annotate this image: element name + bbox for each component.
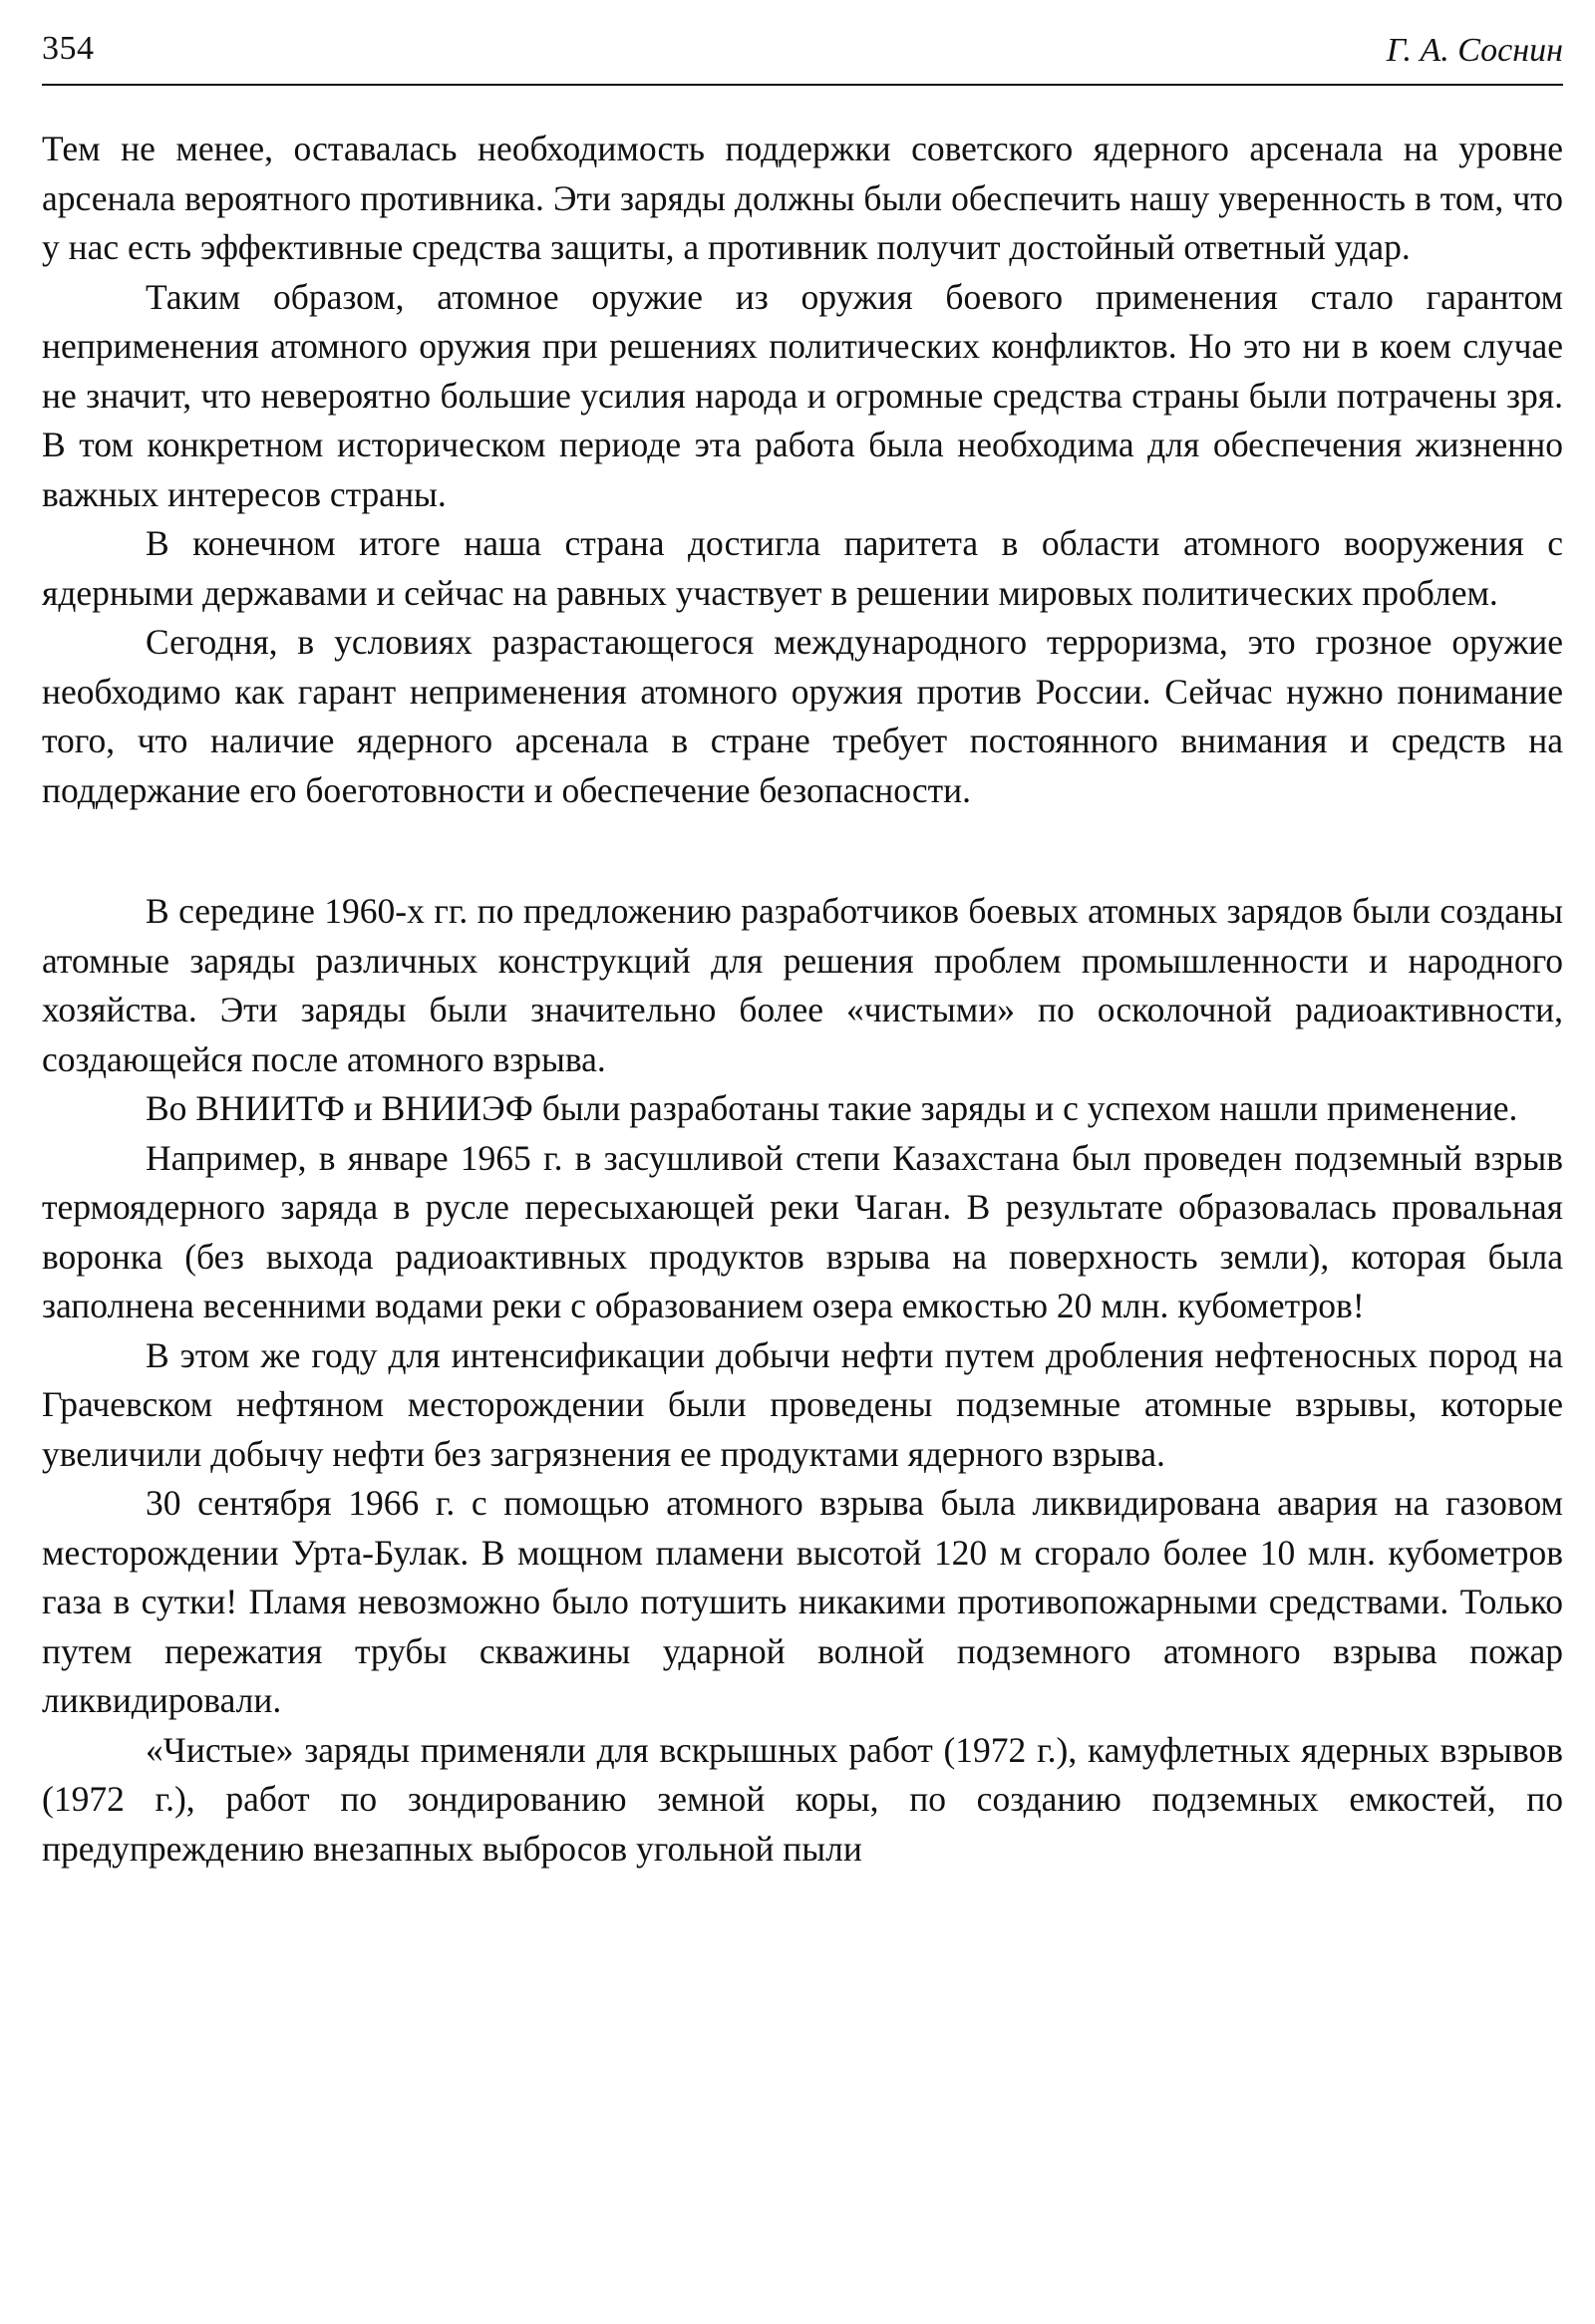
running-head-author: Г. А. Соснин bbox=[1386, 32, 1563, 69]
header-rule bbox=[42, 84, 1563, 86]
body-text bbox=[42, 125, 1563, 1874]
paragraph: Таким образом, атомное оружие из оружия боевого применения стало гарантом неприменения атомного оружия при решениях политических конфликтов. Но это ни в коем случае не значит, что невероятно большие усилия народа и огромные средства страны были потрачены зря. В том конкретном историческом периоде эта работа была необходима для обеспечения жизненно важных интересов страны. bbox=[42, 276, 1563, 514]
paragraph: Например, в январе 1965 г. в засушливой степи Казахстана был проведен подземный взрыв термоядерного заряда в русле пересыхающей реки Чаган. В результате образовалась провальная воронка (без выхода радиоактивных продуктов взрыва на поверхность земли), которая была заполнена весенними водами реки с образованием озера емкостью 20 млн. кубометров! bbox=[42, 1137, 1563, 1325]
paragraph: В этом же году для интенсификации добычи нефти путем дробления нефтеносных пород на Грачевском нефтяном месторождении были проведены подземные атомные взрывы, которые увеличили добычу нефти без загрязнения ее продуктами ядерного взрыва. bbox=[42, 1334, 1563, 1474]
paragraph: 30 сентября 1966 г. с помощью атомного взрыва была ликвидирована авария на газовом месторождении Урта-Булак. В мощном пламени высотой 120 м сгорало более 10 млн. кубометров газа в сутки! Пламя невозможно было потушить никакими противопожарными средствами. Только путем пережатия трубы скважины ударной волной подземного атомного взрыва пожар ликвидировали. bbox=[42, 1483, 1563, 1720]
page-number: 354 bbox=[42, 30, 95, 67]
paragraph: «Чистые» заряды применяли для вскрышных работ (1972 г.), камуфлетных ядерных взрывов (1972 г.), работ по зондированию земной коры, по созданию подземных емкостей, по предупреждению внезапных выбросов угольной пыли bbox=[42, 1729, 1563, 1869]
paragraph: В середине 1960-х гг. по предложению разработчиков боевых атомных зарядов были созданы атомные заряды различных конструкций для решения проблем промышленности и народного хозяйства. Эти заряды были значительно более «чистыми» по осколочной радиоактивности, создающейся после атомного взрыва. bbox=[42, 891, 1563, 1079]
paragraph: Во ВНИИТФ и ВНИИЭФ были разработаны такие заряды и с успехом нашли применение. bbox=[146, 1088, 1518, 1128]
page-header bbox=[42, 24, 1563, 82]
paragraph: В конечном итоге наша страна достигла паритета в области атомного вооружения с ядерными державами и сейчас на равных участвует в решении мировых политических проблем. bbox=[42, 523, 1563, 613]
section-gap bbox=[42, 815, 1563, 887]
paragraph: Сегодня, в условиях разрастающегося международного терроризма, это грозное оружие необходимо как гарант неприменения атомного оружия против России. Сейчас нужно понимание того, что наличие ядерного арсенала в стране требует постоянного внимания и средств на поддержание его боеготовности и обеспечение безопасности. bbox=[42, 622, 1563, 810]
paragraph: Тем не менее, оставалась необходимость поддержки советского ядерного арсенала на уровне арсенала вероятного противника. Эти заряды должны были обеспечить нашу уверенность в том, что у нас есть эффективные средства защиты, а противник получит достойный ответный удар. bbox=[42, 129, 1563, 267]
